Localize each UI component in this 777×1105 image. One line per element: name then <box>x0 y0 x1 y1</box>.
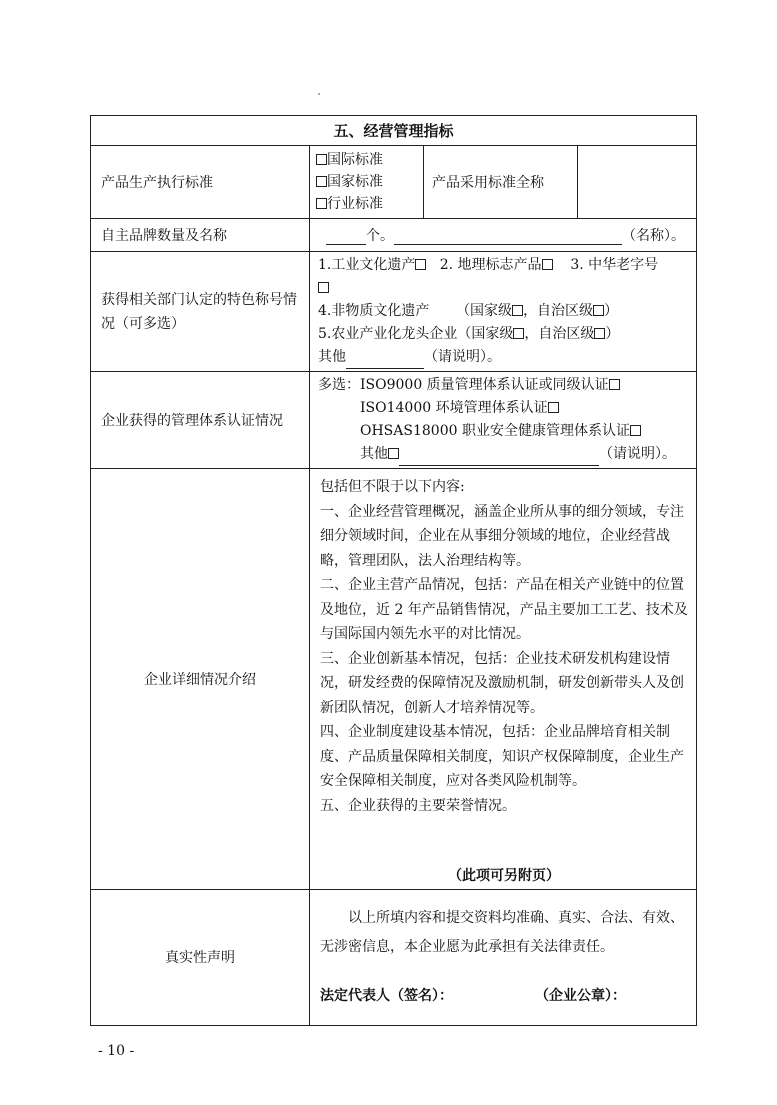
brand-label: 自主品牌数量及名称 <box>91 219 310 252</box>
brand-field: 个。 （名称）。 <box>310 219 697 252</box>
standard-options <box>310 146 424 219</box>
checkbox-icon[interactable] <box>513 328 524 339</box>
certification-label: 企业获得的管理体系认证情况 <box>91 372 310 469</box>
option-industry[interactable]: 行业标准 <box>316 193 417 215</box>
checkbox-icon[interactable] <box>316 154 327 165</box>
checkbox-icon[interactable] <box>318 282 329 293</box>
company-seal[interactable]: （企业公章）： <box>535 987 627 1004</box>
brand-name-blank[interactable] <box>394 244 622 245</box>
product-standard-label: 产品生产执行标准 <box>91 146 310 219</box>
brand-count-blank[interactable] <box>326 244 366 245</box>
declaration-text: 以上所填内容和提交资料均准确、真实、合法、有效、无涉密信息，本企业愿为此承担有关法律责任。 <box>320 909 684 955</box>
legal-rep-signature[interactable]: 法定代表人（签名）： <box>320 987 453 1004</box>
special-titles-options: 1.工业文化遗产 2. 地理标志产品 3. 中华老字号 4.非物质文化遗产 （国家级 ，自治区级 ） 5.农业产业化龙头企业（国家级 ，自治区级 ） 其他 （请说明）。 <box>310 252 697 372</box>
checkbox-icon[interactable] <box>630 425 641 436</box>
option-national[interactable]: 国家标准 <box>316 171 417 193</box>
option-international[interactable]: 国际标准 <box>316 149 417 171</box>
other-cert-blank[interactable] <box>399 465 599 466</box>
signature-line <box>320 982 686 1011</box>
management-indicator-table <box>90 115 697 1026</box>
checkbox-icon[interactable] <box>512 305 523 316</box>
checkbox-icon[interactable] <box>415 259 426 270</box>
declaration-content <box>310 889 697 1025</box>
page-number: - 10 - <box>98 1043 135 1059</box>
checkbox-icon[interactable] <box>593 305 604 316</box>
standard-fullname-field[interactable] <box>578 146 697 219</box>
scan-speck <box>318 93 320 95</box>
detail-label: 企业详细情况介绍 <box>91 469 310 890</box>
declaration-label: 真实性声明 <box>91 889 310 1025</box>
checkbox-icon[interactable] <box>609 379 620 390</box>
checkbox-icon[interactable] <box>542 259 553 270</box>
checkbox-icon[interactable] <box>594 328 605 339</box>
checkbox-icon[interactable] <box>388 448 399 459</box>
checkbox-icon[interactable] <box>316 176 327 187</box>
checkbox-icon[interactable] <box>548 402 559 413</box>
section-title: 五、经营管理指标 <box>91 116 697 146</box>
standard-fullname-label: 产品采用标准全称 <box>424 146 578 219</box>
other-title-blank[interactable] <box>346 368 424 369</box>
certification-options: 多选：ISO9000 质量管理体系认证或同级认证 ISO14000 环境管理体系认证 OHSAS18000 职业安全健康管理体系认证 其他 （请说明）。 <box>310 372 697 469</box>
checkbox-icon[interactable] <box>316 198 327 209</box>
attach-note: （此项可另附页） <box>448 868 560 884</box>
detail-content[interactable]: 包括但不限于以下内容: 一、企业经营管理概况，涵盖企业所从事的细分领域，专注细分领域时间，企业在从事细分领域的地位，企业经营战略，管理团队，法人治理结构等。 二、企业主营产品情况，包括：产品在相关产业链中的位置及地位，近 2 年产品销售情况，产品主要加工工艺、技术及与国际国内领先水平的对比情况。 三、企业创新基本情况，包括：企业技术研发机构建设情况，研发经费的保障情况及激励机制，研发创新带头人及创新团队情况，创新人才培养情况等。 四、企业制度建设基本情况，包括：企业品牌培育相关制度、产品质量保障相关制度，知识产权保障制度，企业生产安全保障相关制度，应对各类风险机制等。 五、企业获得的主要荣誉情况。 （此项可另附页） <box>310 469 697 890</box>
special-titles-label: 获得相关部门认定的特色称号情况（可多选） <box>91 252 310 372</box>
